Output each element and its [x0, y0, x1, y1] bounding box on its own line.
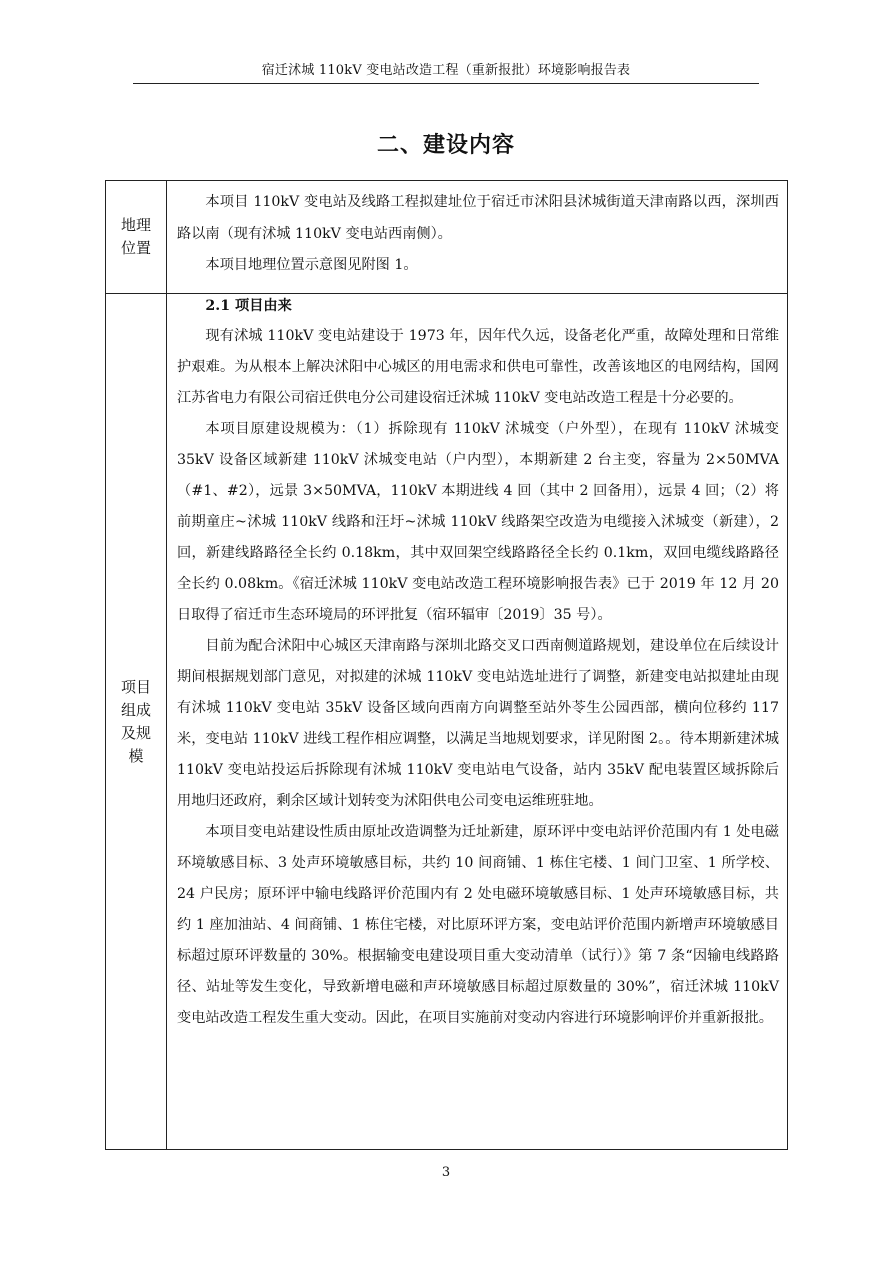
geo-paragraph-2: 本项目地理位置示意图见附图 1。: [205, 257, 418, 273]
project-content-cell: [167, 294, 787, 1149]
geo-paragraph-1: 本项目 110kV 变电站及线路工程拟建址位于宿迁市沭阳县沭城街道天津南路以西，深圳西路以南（现有沭城 110kV 变电站西南侧）。: [177, 194, 779, 242]
content-table: [105, 180, 788, 1150]
table-row-geo: [106, 181, 787, 294]
geo-label: 地理位置: [120, 216, 151, 257]
page-number: 3: [441, 1165, 451, 1180]
project-label-cell: [106, 294, 167, 1149]
geo-content-cell: [167, 181, 787, 293]
table-row-project: [106, 294, 787, 1149]
project-paragraph-4: 本项目变电站建设性质由原址改造调整为迁址新建，原环评中变电站评价范围内有 1 处电磁环境敏感目标、3 处声环境敏感目标，共约 10 间商铺、1 栋住宅楼、1 间门卫室、1 所学校、24 户民房；原环评中输电线路评价范围内有 2 处电磁环境敏感目标、1 处声环境敏感目标，共约 1 座加油站、4 间商铺、1 栋住宅楼，对比原环评方案，变电站评价范围内新增声环境敏感目标超过原环评数量的 30%。根据输变电建设项目重大变动清单（试行）》第 7 条“因输电线路路径、站址等发生变化，导致新增电磁和声环境敏感目标超过原数量的 30%”，宿迁沭城 110kV 变电站改造工程发生重大变动。因此，在项目实施前对变动内容进行环境影响评价并重新报批。: [177, 824, 779, 1026]
section-title: 二、建设内容: [376, 133, 515, 158]
subsection-heading: 2.1 项目由来: [205, 298, 292, 314]
project-paragraph-3: 目前为配合沭阳中心城区天津南路与深圳北路交叉口西南侧道路规划，建设单位在后续设计期间根据规划部门意见，对拟建的沭城 110kV 变电站选址进行了调整，新建变电站拟建址由现有沭城 110kV 变电站 35kV 设备区域向西南方向调整至站外苓生公园西部，横向位移约 117 米，变电站 110kV 进线工程作相应调整，以满足当地规划要求，详见附图 2。。待本期新建沭城 110kV 变电站投运后拆除现有沭城 110kV 变电站电气设备，站内 35kV 配电装置区域拆除后用地归还政府，剩余区域计划转变为沭阳供电公司变电运维班驻地。: [177, 638, 779, 809]
project-label: 项目组成及规模: [120, 677, 151, 765]
geo-label-cell: [106, 181, 167, 293]
running-header: 宿迁沭城 110kV 变电站改造工程（重新报批）环境影响报告表: [133, 62, 759, 84]
project-paragraph-1: 现有沭城 110kV 变电站建设于 1973 年，因年代久远，设备老化严重，故障处理和日常维护艰难。为从根本上解决沭阳中心城区的用电需求和供电可靠性，改善该地区的电网结构，国网江苏省电力有限公司宿迁供电分公司建设宿迁沭城 110kV 变电站改造工程是十分必要的。: [177, 328, 779, 406]
project-paragraph-2: 本项目原建设规模为：（1）拆除现有 110kV 沭城变（户外型），在现有 110kV 沭城变 35kV 设备区域新建 110kV 沭城变电站（户内型），本期新建 2 台主变，容量为 2×50MVA（#1、#2），远景 3×50MVA，110kV 本期进线 4 回（其中 2 回备用），远景 4 回；（2）将前期童庄~沭城 110kV 线路和汪圩~沭城 110kV 线路架空改造为电缆接入沭城变（新建），2 回，新建线路路径全长约 0.18km，其中双回架空线路路径全长约 0.1km，双回电缆线路路径全长约 0.08km。《宿迁沭城 110kV 变电站改造工程环境影响报告表》已于 2019 年 12 月 20 日取得了宿迁市生态环境局的环评批复（宿环辐审〔2019〕35 号）。: [177, 421, 779, 623]
